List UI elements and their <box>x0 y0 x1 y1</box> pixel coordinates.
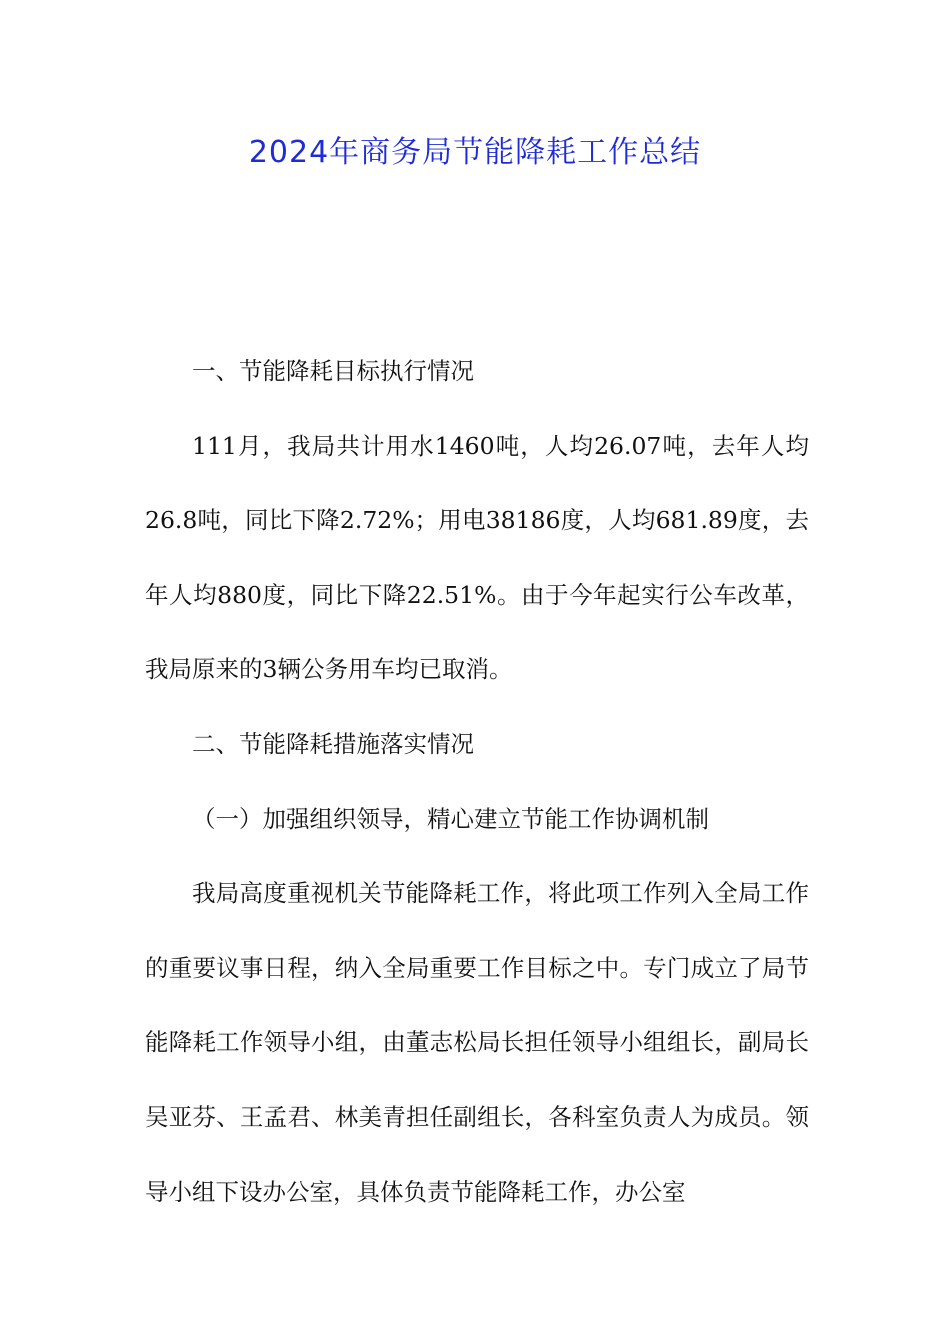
section-heading-2: 二、节能降耗措施落实情况 <box>192 729 474 758</box>
document-body <box>145 334 809 1229</box>
paragraph-consumption-stats: 111月，我局共计用水1460吨，人均26.07吨，去年人均26.8吨，同比下降2.72%；用电38186度，人均681.89度，去年人均880度，同比下降22.51%。由于今年起实行公车改革，我局原来的3辆公务用车均已取消。 <box>145 431 809 684</box>
section-heading-1: 一、节能降耗目标执行情况 <box>192 357 474 385</box>
subsection-heading-1: （一）加强组织领导，精心建立节能工作协调机制 <box>192 804 709 833</box>
paragraph-organization: 我局高度重视机关节能降耗工作，将此项工作列入全局工作的重要议事日程，纳入全局重要工作目标之中。专门成立了局节能降耗工作领导小组，由董志松局长担任领导小组组长，副局长吴亚芬、王孟君、林美青担任副组长，各科室负责人为成员。领导小组下设办公室，具体负责节能降耗工作，办公室 <box>145 879 809 1206</box>
document-title: 2024年商务局节能降耗工作总结 <box>248 135 702 170</box>
